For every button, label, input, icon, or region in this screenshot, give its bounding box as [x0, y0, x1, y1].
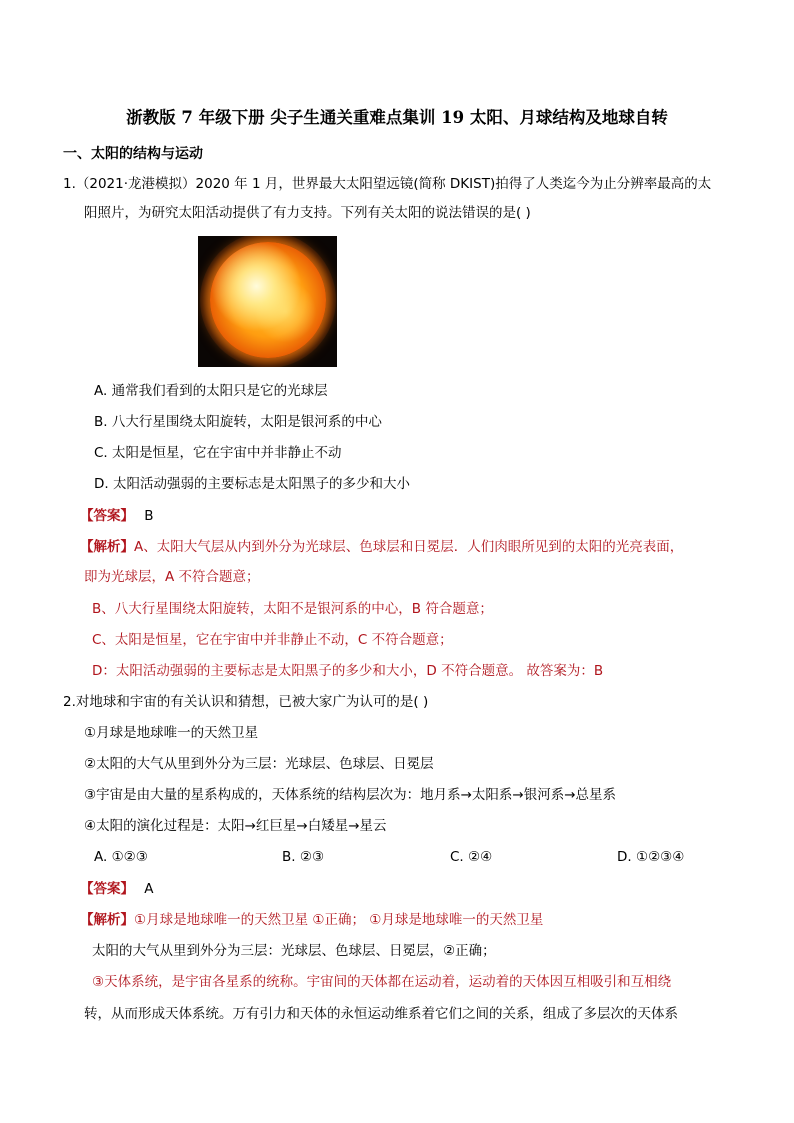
analysis-text: A、太阳大气层从内到外分为光球层、色球层和日冕层．人们肉眼所见到的太阳的光亮表面，	[134, 539, 684, 555]
q1-option-d: D. 太阳活动强弱的主要标志是太阳黑子的多少和大小	[94, 476, 410, 492]
answer-value: A	[144, 881, 154, 897]
q1-stem-line2: 阳照片，为研究太阳活动提供了有力支持。下列有关太阳的说法错误的是( )	[84, 205, 531, 221]
q2-statement-2: ②太阳的大气从里到外分为三层：光球层、色球层、日冕层	[84, 756, 434, 772]
answer-value: B	[144, 508, 154, 524]
q2-option-c: C. ②④	[450, 849, 493, 865]
q2-statement-3: ③宇宙是由大量的星系构成的，天体系统的结构层次为：地月系→太阳系→银河系→总星系	[84, 787, 617, 803]
q1-option-b: B. 八大行星围绕太阳旋转，太阳是银河系的中心	[94, 414, 382, 430]
q1-stem-line1: 1.（2021·龙港模拟）2020 年 1 月，世界最大太阳望远镜(简称 DKIST)拍得了人类迄今为止分辨率最高的太	[63, 176, 712, 192]
q1-answer	[80, 506, 154, 526]
q2-analysis-line3: ③天体系统，是宇宙各星系的统称。宇宙间的天体都在运动着，运动着的天体因互相吸引和互相绕	[92, 974, 672, 990]
q1-analysis-line5: D：太阳活动强弱的主要标志是太阳黑子的多少和大小，D 不符合题意。 故答案为：B	[92, 663, 604, 679]
q2-stem: 2.对地球和宇宙的有关认识和猜想，已被大家广为认可的是( )	[63, 694, 429, 710]
q1-option-a: A. 通常我们看到的太阳只是它的光球层	[94, 383, 328, 399]
q2-option-b: B. ②③	[282, 849, 325, 865]
q1-analysis-line2: 即为光球层，A 不符合题意；	[84, 569, 260, 585]
analysis-text: ①月球是地球唯一的天然卫星 ①正确； ①月球是地球唯一的天然卫星	[134, 912, 544, 928]
q2-option-d: D. ①②③④	[617, 849, 685, 865]
answer-tag: 【答案】	[80, 508, 134, 524]
q2-answer	[80, 879, 154, 899]
analysis-tag: 【解析】	[80, 912, 134, 928]
q2-analysis-line4: 转，从而形成天体系统。万有引力和天体的永恒运动维系着它们之间的关系，组成了多层次的天体系	[84, 1006, 678, 1022]
section-heading: 一、太阳的结构与运动	[63, 146, 203, 162]
sun-image	[198, 236, 337, 367]
q2-analysis-line1	[80, 910, 543, 930]
q2-option-a: A. ①②③	[94, 849, 148, 865]
analysis-tag: 【解析】	[80, 539, 134, 555]
q1-option-c: C. 太阳是恒星，它在宇宙中并非静止不动	[94, 445, 342, 461]
q2-analysis-line2: 太阳的大气从里到外分为三层：光球层、色球层、日冕层，②正确；	[92, 943, 496, 959]
q1-analysis-line4: C、太阳是恒星，它在宇宙中并非静止不动，C 不符合题意；	[92, 632, 453, 648]
q1-analysis-line1	[80, 537, 683, 557]
answer-tag: 【答案】	[80, 881, 134, 897]
q1-analysis-line3: B、八大行星围绕太阳旋转，太阳不是银河系的中心，B 符合题意；	[92, 601, 493, 617]
document-title: 浙教版 7 年级下册 尖子生通关重难点集训 19 太阳、月球结构及地球自转	[126, 108, 668, 127]
q2-statement-1: ①月球是地球唯一的天然卫星	[84, 725, 259, 741]
q2-statement-4: ④太阳的演化过程是：太阳→红巨星→白矮星→星云	[84, 818, 387, 834]
